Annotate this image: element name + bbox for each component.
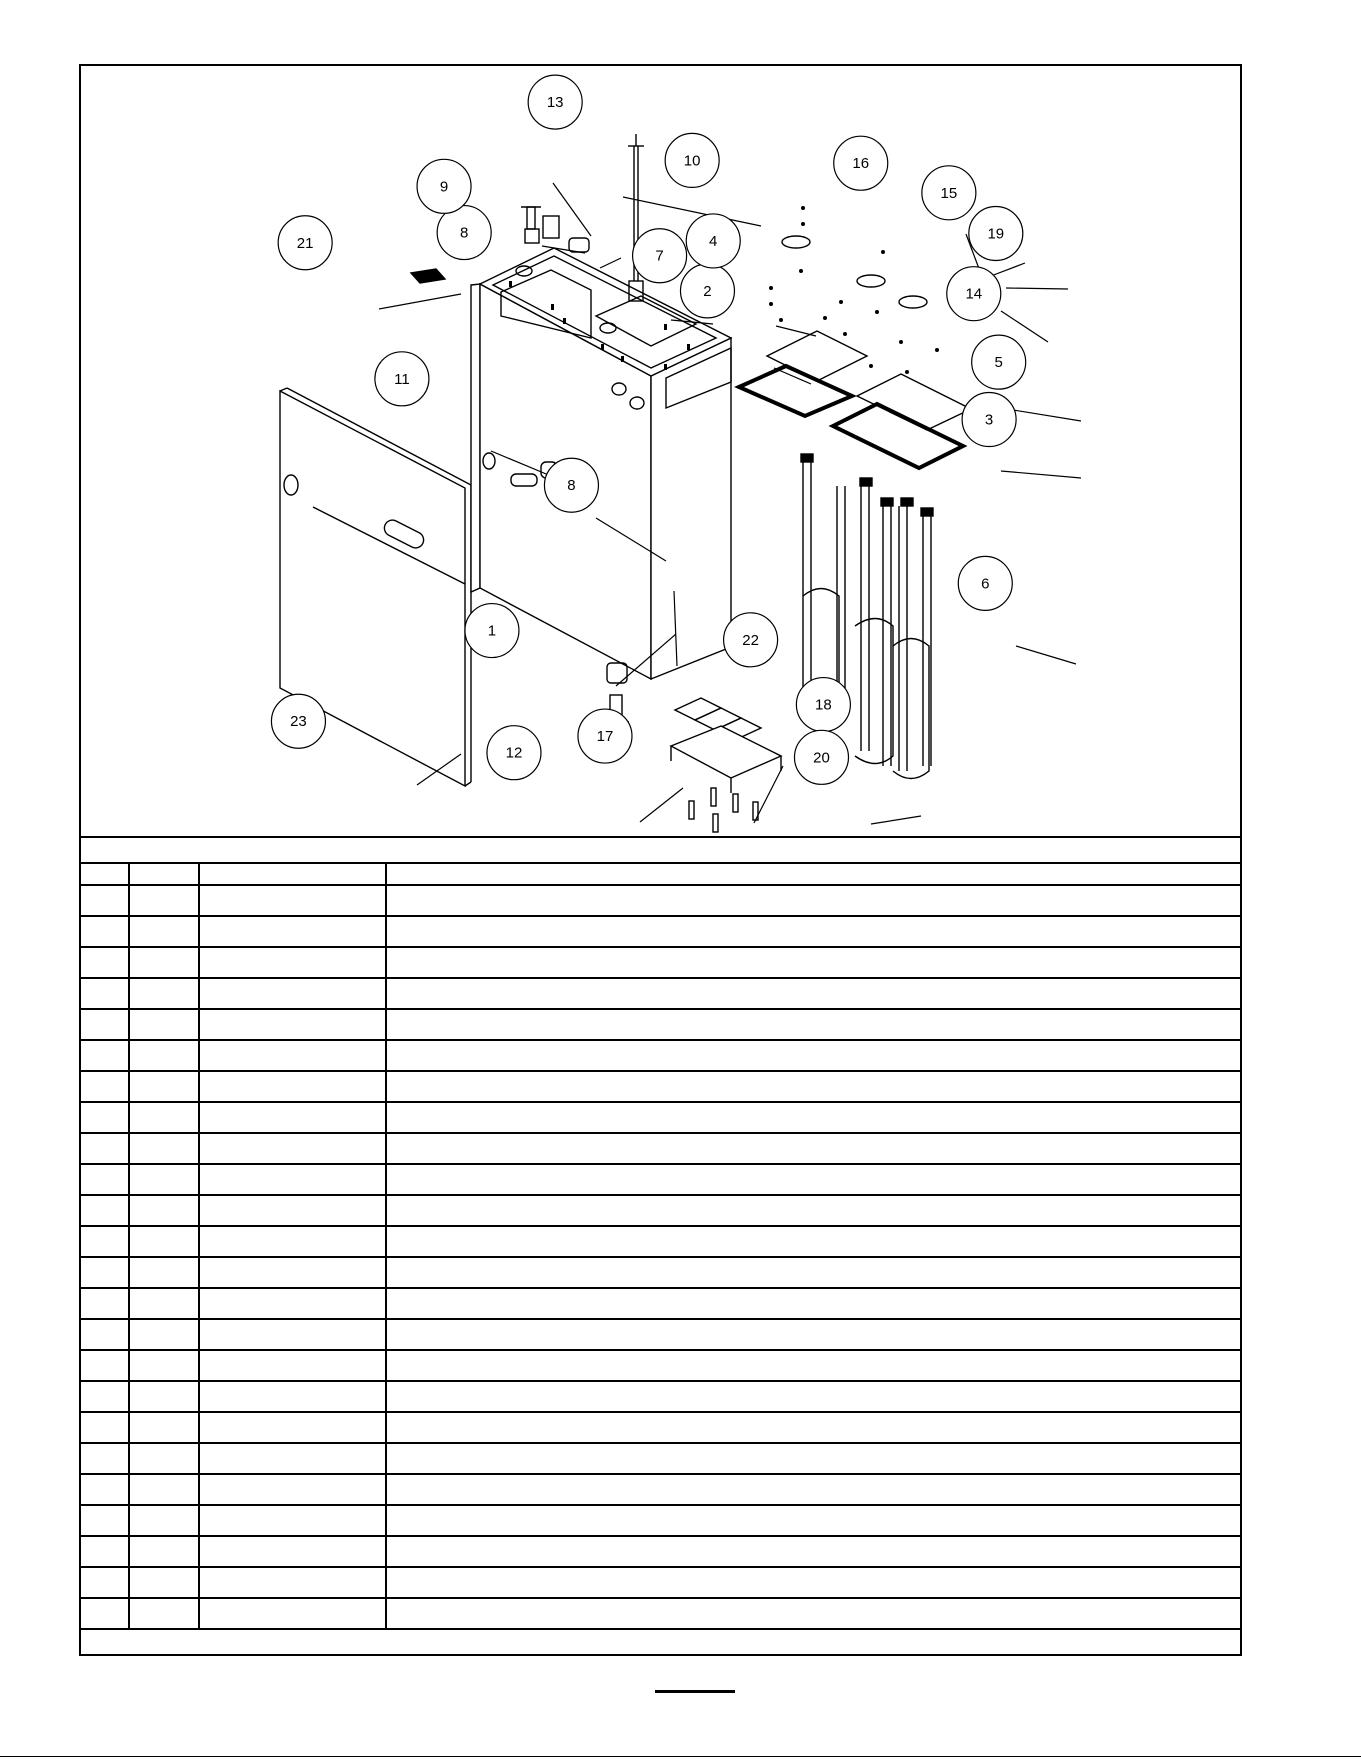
callout-c19 [969, 207, 1023, 261]
description-cell [386, 1071, 1242, 1102]
callout-c7 [633, 229, 687, 283]
description-cell [386, 1102, 1242, 1133]
part-2-gasket [739, 366, 852, 416]
qty-cell [129, 1288, 199, 1319]
qty-cell [129, 1164, 199, 1195]
drawing-sheet [79, 64, 1242, 1656]
item-cell [81, 1567, 129, 1598]
callout-number: 22 [742, 631, 759, 649]
box-left-flange [471, 284, 480, 592]
part-number-cell [199, 1505, 386, 1536]
description-cell [386, 1381, 1242, 1412]
item-cell [81, 1257, 129, 1288]
callout-number: 8 [459, 224, 469, 242]
item-cell [81, 1164, 129, 1195]
item-cell [81, 1102, 129, 1133]
table-row [81, 1598, 1242, 1629]
part-number-cell [199, 885, 386, 916]
callout-number: 20 [813, 749, 830, 767]
qty-cell [129, 978, 199, 1009]
description-cell [386, 916, 1242, 947]
part-number-cell [199, 1443, 386, 1474]
qty-cell [129, 1195, 199, 1226]
thermostat-c [899, 296, 927, 308]
table-row [81, 1133, 1242, 1164]
description-cell [386, 1288, 1242, 1319]
table-row [81, 978, 1242, 1009]
part-number-cell [199, 1133, 386, 1164]
qty-cell [129, 1102, 199, 1133]
callout-number: 12 [505, 744, 523, 762]
part-number-cell [199, 947, 386, 978]
table-row [81, 947, 1242, 978]
item-cell [81, 1598, 129, 1629]
part-17-plate [675, 698, 721, 720]
qty-cell [129, 1381, 199, 1412]
callout-c5 [972, 335, 1026, 389]
part-number-cell [199, 1350, 386, 1381]
item-cell [81, 978, 129, 1009]
table-row [81, 1226, 1242, 1257]
description-cell [386, 1598, 1242, 1629]
part-number-cell [199, 1598, 386, 1629]
description-cell [386, 1505, 1242, 1536]
callout-c2 [680, 264, 734, 318]
callout-number: 9 [439, 178, 449, 196]
description-cell [386, 1257, 1242, 1288]
callout-c18 [796, 678, 850, 732]
item-cell [81, 947, 129, 978]
qty-cell [129, 1443, 199, 1474]
callout-number: 1 [487, 622, 497, 640]
table-row [81, 1009, 1242, 1040]
qty-cell [129, 864, 199, 885]
callout-number: 13 [546, 94, 564, 112]
callout-number: 15 [940, 184, 958, 202]
description-cell [386, 1443, 1242, 1474]
part-number-cell [199, 978, 386, 1009]
item-cell [81, 1288, 129, 1319]
callout-c13 [528, 75, 582, 129]
item-cell [81, 1319, 129, 1350]
description-cell [386, 1009, 1242, 1040]
part-18-terminal-block [671, 726, 781, 778]
callout-c22 [724, 613, 778, 667]
part-8-top [569, 238, 589, 252]
table-row [81, 1040, 1242, 1071]
part-number-cell [199, 1226, 386, 1257]
callout-c20 [794, 730, 848, 784]
callout-c11 [375, 352, 429, 406]
description-cell [386, 885, 1242, 916]
part-number-cell [199, 1071, 386, 1102]
qty-cell [129, 1071, 199, 1102]
table-row [81, 1257, 1242, 1288]
table-row [81, 916, 1242, 947]
qty-cell [129, 1598, 199, 1629]
part-8-bottom [607, 663, 627, 683]
table-row [81, 1443, 1242, 1474]
description-cell [386, 1412, 1242, 1443]
item-cell [81, 864, 129, 885]
qty-cell [129, 1567, 199, 1598]
callout-number: 14 [965, 285, 983, 303]
qty-cell [129, 1257, 199, 1288]
page-bottom-rule [0, 1756, 1361, 1757]
description-cell [386, 978, 1242, 1009]
qty-cell [129, 1412, 199, 1443]
callout-number: 5 [994, 354, 1003, 372]
callout-number: 10 [683, 152, 701, 170]
table-row [81, 885, 1242, 916]
callout-number: 4 [709, 232, 718, 250]
description-cell [386, 1319, 1242, 1350]
description-cell [386, 864, 1242, 885]
qty-cell [129, 1226, 199, 1257]
qty-cell [129, 1536, 199, 1567]
item-cell [81, 1195, 129, 1226]
item-cell [81, 1071, 129, 1102]
exploded-view-drawing [81, 66, 1242, 836]
description-cell [386, 1350, 1242, 1381]
part-9-stem [527, 207, 535, 229]
callout-c6 [958, 556, 1012, 610]
table-row [81, 1412, 1242, 1443]
callout-c23 [271, 694, 325, 748]
part-number-cell [199, 1288, 386, 1319]
item-cell [81, 1040, 129, 1071]
description-cell [386, 1133, 1242, 1164]
callout-number: 11 [394, 370, 410, 388]
qty-cell [129, 1350, 199, 1381]
callout-number: 2 [703, 282, 712, 300]
callout-number: 7 [655, 247, 664, 265]
callout-c10 [665, 133, 719, 187]
table-row [81, 1102, 1242, 1133]
page-number-rule [655, 1690, 735, 1693]
part-number-cell [199, 1102, 386, 1133]
item-cell [81, 1381, 129, 1412]
item-cell [81, 885, 129, 916]
table-row [81, 1195, 1242, 1226]
description-cell [386, 1536, 1242, 1567]
callout-number: 21 [296, 234, 314, 252]
description-cell [386, 1226, 1242, 1257]
part-number-cell [199, 1381, 386, 1412]
qty-cell [129, 1474, 199, 1505]
item-cell [81, 1350, 129, 1381]
callout-number: 19 [987, 225, 1005, 243]
table-row [81, 1567, 1242, 1598]
item-cell [81, 1133, 129, 1164]
part-13-fitting [543, 216, 559, 238]
item-cell [81, 1226, 129, 1257]
part-21-clip [411, 269, 445, 283]
table-row [81, 1319, 1242, 1350]
part-number-cell [199, 1412, 386, 1443]
part-number-cell [199, 1319, 386, 1350]
description-cell [386, 1195, 1242, 1226]
description-cell [386, 1567, 1242, 1598]
callout-c21 [278, 216, 332, 270]
description-cell [386, 1474, 1242, 1505]
part-number-cell [199, 916, 386, 947]
callout-c15 [922, 166, 976, 220]
part-number-cell [199, 1257, 386, 1288]
callout-c8b [544, 458, 598, 512]
item-cell [81, 916, 129, 947]
callout-number: 3 [984, 411, 994, 429]
parts-list-table [81, 864, 1242, 1630]
part-number-cell [199, 1567, 386, 1598]
table-row [81, 1288, 1242, 1319]
item-cell [81, 1536, 129, 1567]
callout-c12 [487, 726, 541, 780]
qty-cell [129, 1040, 199, 1071]
qty-cell [129, 1133, 199, 1164]
table-row [81, 864, 1242, 885]
description-cell [386, 1164, 1242, 1195]
part-number-cell [199, 1536, 386, 1567]
parts-table-title-bar [81, 836, 1242, 864]
callout-c16 [834, 136, 888, 190]
qty-cell [129, 916, 199, 947]
callout-number: 6 [981, 575, 990, 593]
qty-cell [129, 1505, 199, 1536]
part-20-pins [689, 788, 758, 832]
callout-c3 [962, 393, 1016, 447]
callout-c14 [947, 267, 1001, 321]
part-4-plate [767, 331, 867, 381]
item-cell [81, 1443, 129, 1474]
part-number-cell [199, 1195, 386, 1226]
callout-c4 [686, 214, 740, 268]
qty-cell [129, 885, 199, 916]
table-row [81, 1536, 1242, 1567]
table-row [81, 1505, 1242, 1536]
callout-number: 8 [567, 477, 576, 495]
callout-c17 [578, 709, 632, 763]
part-9-body [525, 229, 539, 243]
table-row [81, 1350, 1242, 1381]
exploded-assembly-svg [81, 66, 1242, 836]
qty-cell [129, 947, 199, 978]
table-row [81, 1381, 1242, 1412]
qty-cell [129, 1319, 199, 1350]
thermostat-a [782, 236, 810, 248]
callout-number: 18 [815, 696, 832, 714]
description-cell [386, 947, 1242, 978]
callout-number: 23 [290, 713, 307, 731]
part-number-cell [199, 1164, 386, 1195]
item-cell [81, 1009, 129, 1040]
callout-c9 [417, 159, 471, 213]
part-number-cell [199, 864, 386, 885]
callout-number: 16 [852, 155, 870, 173]
table-row [81, 1474, 1242, 1505]
description-cell [386, 1040, 1242, 1071]
table-row [81, 1071, 1242, 1102]
callout-number: 17 [596, 728, 614, 746]
item-cell [81, 1474, 129, 1505]
box-side-face [651, 338, 731, 679]
thermostat-b [857, 275, 885, 287]
table-row [81, 1164, 1242, 1195]
callout-c1 [465, 604, 519, 658]
part-number-cell [199, 1009, 386, 1040]
item-cell [81, 1505, 129, 1536]
part-number-cell [199, 1040, 386, 1071]
qty-cell [129, 1009, 199, 1040]
part-number-cell [199, 1474, 386, 1505]
item-cell [81, 1412, 129, 1443]
